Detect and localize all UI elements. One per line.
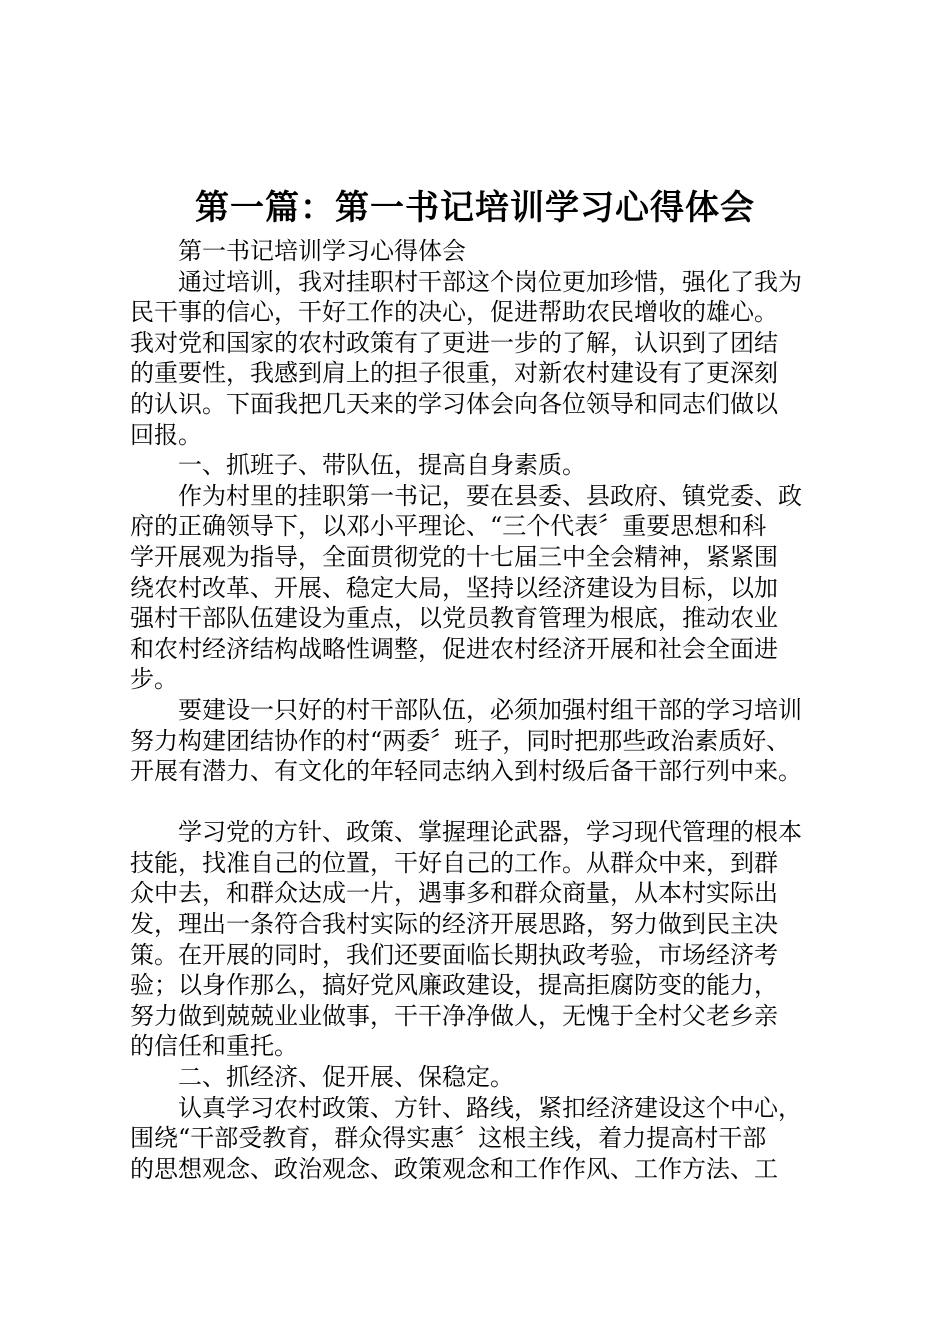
text-line: 策。在开展的同时，我们还要面临长期执政考验，市场经济考 bbox=[130, 940, 778, 969]
text-line: 努力做到兢兢业业做事，干干净净做人，无愧于全村父老乡亲 bbox=[130, 1001, 778, 1030]
text-line: 我对党和国家的农村政策有了更进一步的了解，认识到了团结 bbox=[130, 328, 778, 357]
text-line: 步。 bbox=[130, 665, 178, 694]
text-line: 的思想观念、政治观念、政策观念和工作作风、工作方法、工 bbox=[130, 1154, 778, 1183]
text-line: 的认识。下面我把几天来的学习体会向各位领导和同志们做以 bbox=[130, 389, 778, 418]
text-line: 和农村经济结构战略性调整，促进农村经济开展和社会全面进 bbox=[130, 634, 778, 663]
text-line: 围绕“干部受教育，群众得实惠〞这根主线，着力提高村干部 bbox=[130, 1124, 767, 1153]
text-line: 技能，找准自己的位置，干好自己的工作。从群众中来，到群 bbox=[130, 848, 778, 877]
blank-line bbox=[130, 787, 830, 818]
text-line: 强村干部队伍建设为重点，以党员教育管理为根底，推动农业 bbox=[130, 604, 778, 633]
text-line: 要建设一只好的村干部队伍，必须加强村组干部的学习培训 bbox=[178, 695, 802, 724]
text-line: 的重要性，我感到肩上的担子很重，对新农村建设有了更深刻 bbox=[130, 359, 778, 388]
text-line: 作为村里的挂职第一书记，要在县委、县政府、镇党委、政 bbox=[178, 481, 802, 510]
text-line: 回报。 bbox=[130, 420, 202, 449]
text-line: 努力构建团结协作的村“两委〞班子，同时把那些政治素质好、 bbox=[130, 726, 791, 755]
text-line: 二、抓经济、促开展、保稳定。 bbox=[178, 1063, 514, 1092]
text-line: 通过培训，我对挂职村干部这个岗位更加珍惜，强化了我为 bbox=[178, 267, 802, 296]
text-line: 验；以身作那么，搞好党风廉政建设，提高拒腐防变的能力， bbox=[130, 971, 778, 1000]
text-line: 第一书记培训学习心得体会 bbox=[178, 237, 466, 265]
document-title: 第一篇：第一书记培训学习心得体会 bbox=[195, 188, 755, 228]
text-line: 认真学习农村政策、方针、路线，紧扣经济建设这个中心， bbox=[178, 1093, 802, 1122]
text-line: 发，理出一条符合我村实际的经济开展思路，努力做到民主决 bbox=[130, 910, 778, 939]
text-line: 学开展观为指导，全面贯彻党的十七届三中全会精神，紧紧围 bbox=[130, 542, 778, 571]
text-line: 开展有潜力、有文化的年轻同志纳入到村级后备干部行列中来。 bbox=[130, 757, 802, 786]
text-line: 的信任和重托。 bbox=[130, 1032, 298, 1061]
text-line: 一、抓班子、带队伍，提高自身素质。 bbox=[178, 451, 586, 480]
text-line: 众中去，和群众达成一片，遇事多和群众商量，从本村实际出 bbox=[130, 879, 778, 908]
text-line: 民干事的信心，干好工作的决心，促进帮助农民增收的雄心。 bbox=[130, 298, 778, 327]
text-line: 府的正确领导下，以邓小平理论、“三个代表〞重要思想和科 bbox=[130, 512, 767, 541]
text-line: 绕农村改革、开展、稳定大局，坚持以经济建设为目标，以加 bbox=[130, 573, 778, 602]
text-line: 学习党的方针、政策、掌握理论武器，学习现代管理的根本 bbox=[178, 818, 802, 847]
document-body bbox=[130, 236, 830, 1184]
